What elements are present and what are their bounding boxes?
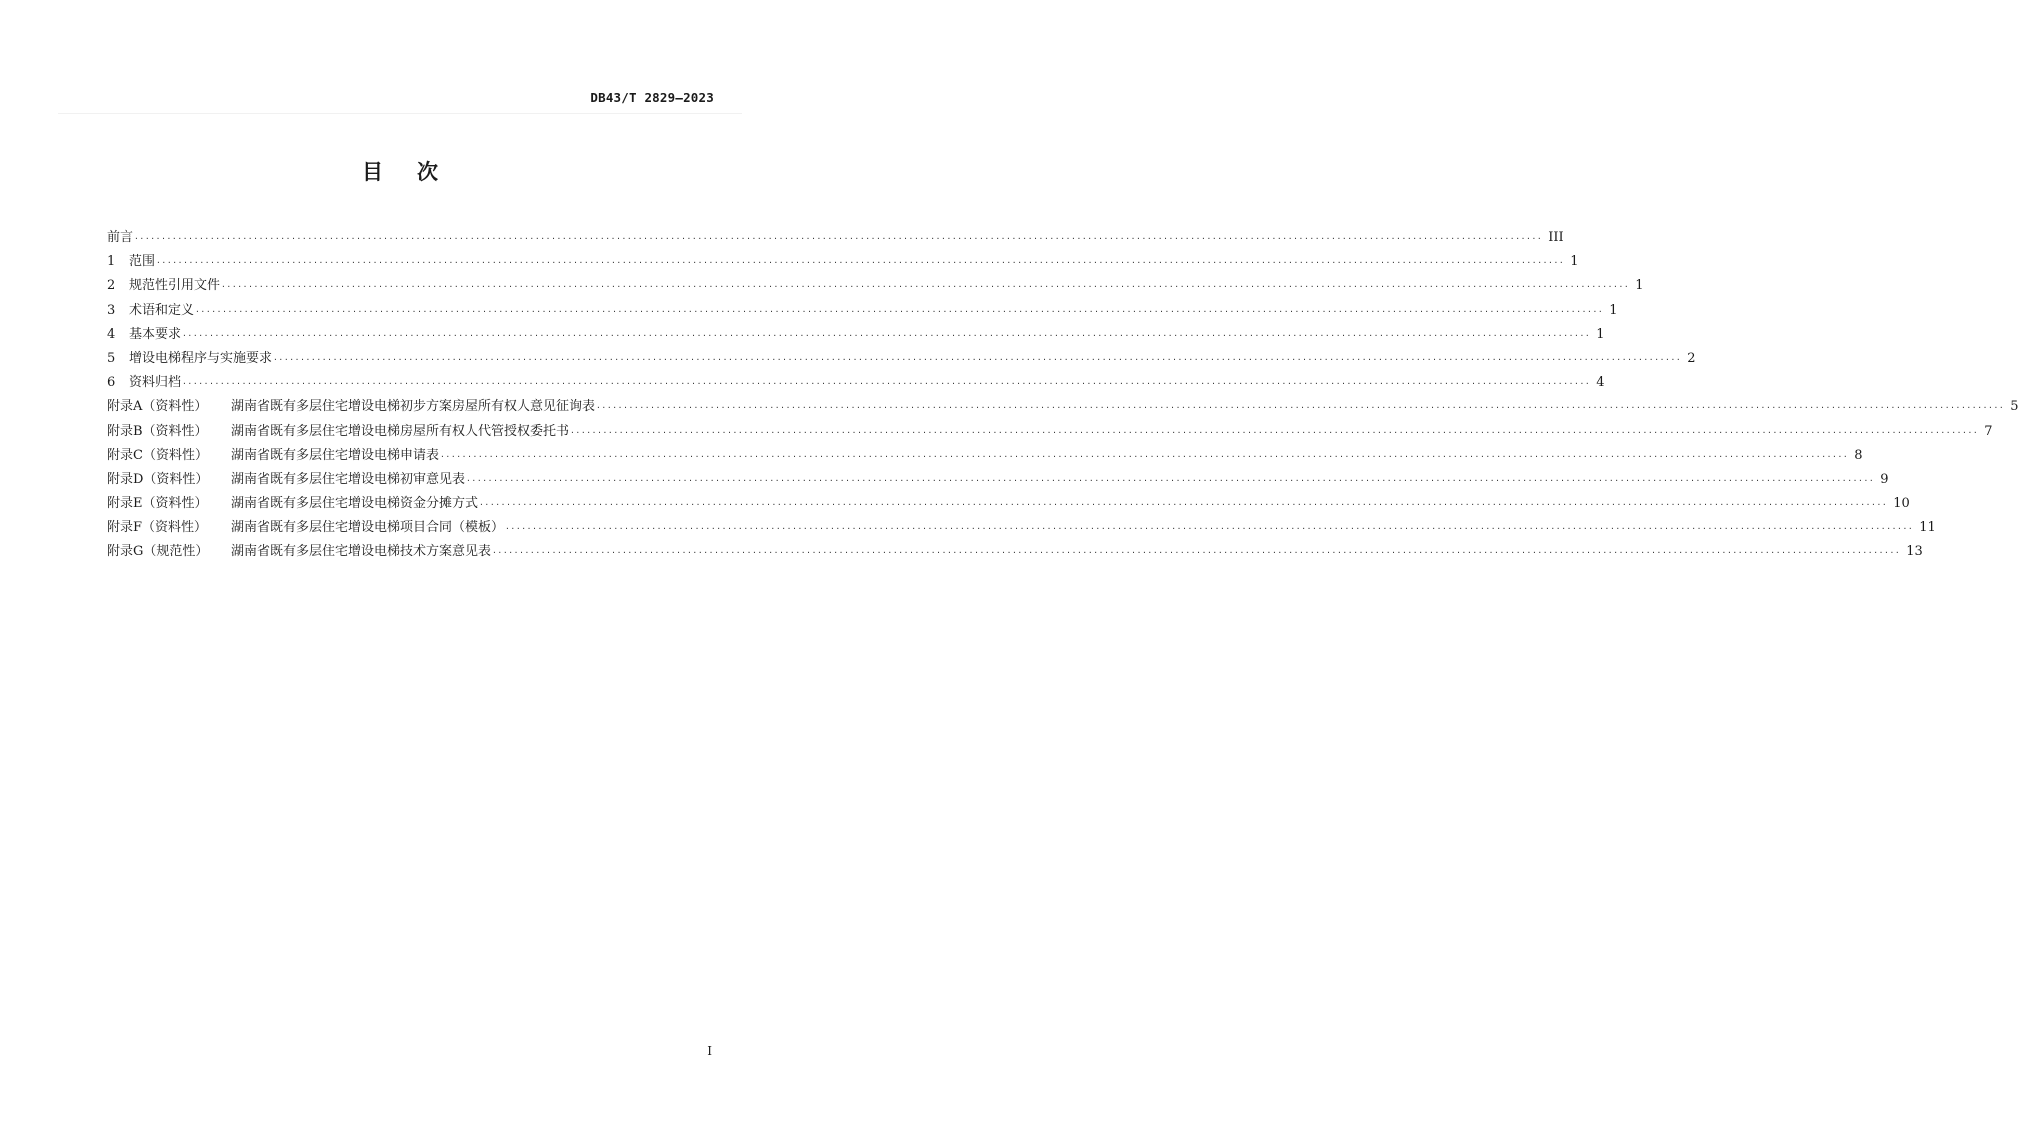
toc-page-number: 1 [1570,254,1579,270]
toc-page-number: III [1548,230,1564,245]
toc-entry-label: 规范性引用文件 [129,278,221,294]
toc-dot-leader: ···································································································································································································································································· [570,427,1979,437]
toc-appendix-label: 附录C（资料性） [107,447,208,463]
toc-entry-label: 术语和定义 [129,302,195,318]
toc-entry-label: 湖南省既有多层住宅增设电梯申请表 [231,447,440,463]
toc-entry-title [107,347,272,371]
toc-page-number: 1 [1635,278,1644,294]
toc-entry-title [107,226,133,250]
toc-entry[interactable] [107,250,1579,274]
toc-page-number: 9 [1880,471,1889,487]
toc-entry[interactable] [107,347,1696,371]
toc-section-number: 4 [107,326,116,342]
toc-dot-leader: ···································································································································································································································································· [134,234,1543,243]
toc-dot-leader: ···································································································································································································································································· [156,258,1565,268]
toc-entry-title [107,323,181,347]
toc-dot-leader: ···································································································································································································································································· [195,306,1604,316]
toc-dot-leader: ···································································································································································································································································· [273,354,1682,364]
toc-entry[interactable] [107,492,1910,516]
toc-dot-leader: ···································································································································································································································································· [221,282,1630,292]
toc-appendix-label: 附录E（资料性） [107,496,208,512]
toc-entry-label: 资料归档 [129,375,182,391]
toc-dot-leader: ···································································································································································································································································· [182,330,1591,340]
toc-entry-label: 湖南省既有多层住宅增设电梯房屋所有权人代管授权委托书 [231,423,570,439]
toc-entry-label: 湖南省既有多层住宅增设电梯技术方案意见表 [231,544,492,560]
toc-page-number: 8 [1854,447,1863,463]
toc-section-number: 3 [107,302,116,318]
toc-entry[interactable] [107,516,1936,540]
toc-dot-leader: ···································································································································································································································································· [492,548,1901,558]
toc-entry-label: 湖南省既有多层住宅增设电梯初步方案房屋所有权人意见征询表 [231,399,596,415]
toc-section-number: 2 [107,278,116,294]
toc-appendix-label: 附录B（资料性） [107,423,208,439]
toc-dot-leader: ···································································································································································································································································· [182,379,1591,389]
toc-dot-leader: ···································································································································································································································································· [596,403,2005,413]
toc-entry-label: 湖南省既有多层住宅增设电梯资金分摊方式 [231,496,479,512]
toc-entry[interactable] [107,299,1618,323]
toc-appendix-label: 附录A（资料性） [107,399,208,415]
toc-entry-title [107,468,465,492]
toc-list [107,226,2019,565]
toc-section-number: 1 [107,254,116,270]
page-number: I [707,1044,712,1058]
toc-page-number: 2 [1687,350,1696,366]
toc-entry-title [107,395,595,419]
toc-entry-label: 湖南省既有多层住宅增设电梯项目合同（模板） [231,520,505,536]
doc-code: DB43/T 2829—2023 [590,90,714,105]
toc-entry[interactable] [107,274,1644,298]
toc-page-number: 1 [1609,302,1618,318]
toc-appendix-label: 附录F（资料性） [107,520,208,536]
toc-appendix-label: 附录G（规范性） [107,544,209,560]
toc-entry-label: 湖南省既有多层住宅增设电梯初审意见表 [231,471,466,487]
toc-entry[interactable] [107,226,1564,250]
toc-entry-label: 基本要求 [129,326,182,342]
toc-entry-title [107,371,181,395]
toc-page-number: 5 [2010,399,2019,415]
toc-appendix-label: 附录D（资料性） [107,471,209,487]
toc-title-char-1: 目 [362,160,383,184]
toc-page-number: 4 [1596,375,1605,391]
toc-entry[interactable] [107,468,1889,492]
toc-entry-title [107,540,491,564]
toc-entry-title [107,299,194,323]
toc-entry[interactable] [107,395,2019,419]
toc-dot-leader: ···································································································································································································································································· [466,475,1875,485]
toc-dot-leader: ···································································································································································································································································· [440,451,1849,461]
toc-title [0,156,800,186]
toc-entry-label: 增设电梯程序与实施要求 [129,350,273,366]
toc-section-number: 5 [107,350,116,366]
toc-entry[interactable] [107,371,1605,395]
toc-entry-title [107,274,220,298]
toc-entry-title [107,420,569,444]
toc-section-number: 6 [107,375,116,391]
toc-entry-label: 前言 [107,230,134,245]
toc-entry[interactable] [107,420,1993,444]
toc-page-number: 13 [1906,544,1923,560]
toc-dot-leader: ···································································································································································································································································· [479,500,1888,510]
toc-title-char-2: 次 [417,160,438,184]
toc-entry-title [107,516,504,540]
toc-dot-leader: ···································································································································································································································································· [505,524,1914,534]
toc-page-number: 7 [1984,423,1993,439]
toc-entry-title [107,250,155,274]
toc-page-number: 11 [1919,520,1936,536]
toc-page-number: 10 [1893,496,1910,512]
toc-entry-title [107,492,478,516]
toc-entry-label: 范围 [129,254,156,270]
toc-entry[interactable] [107,323,1605,347]
toc-entry[interactable] [107,444,1863,468]
header-rule [58,113,742,114]
toc-entry-title [107,444,439,468]
toc-page-number: 1 [1596,326,1605,342]
toc-entry[interactable] [107,540,1923,564]
